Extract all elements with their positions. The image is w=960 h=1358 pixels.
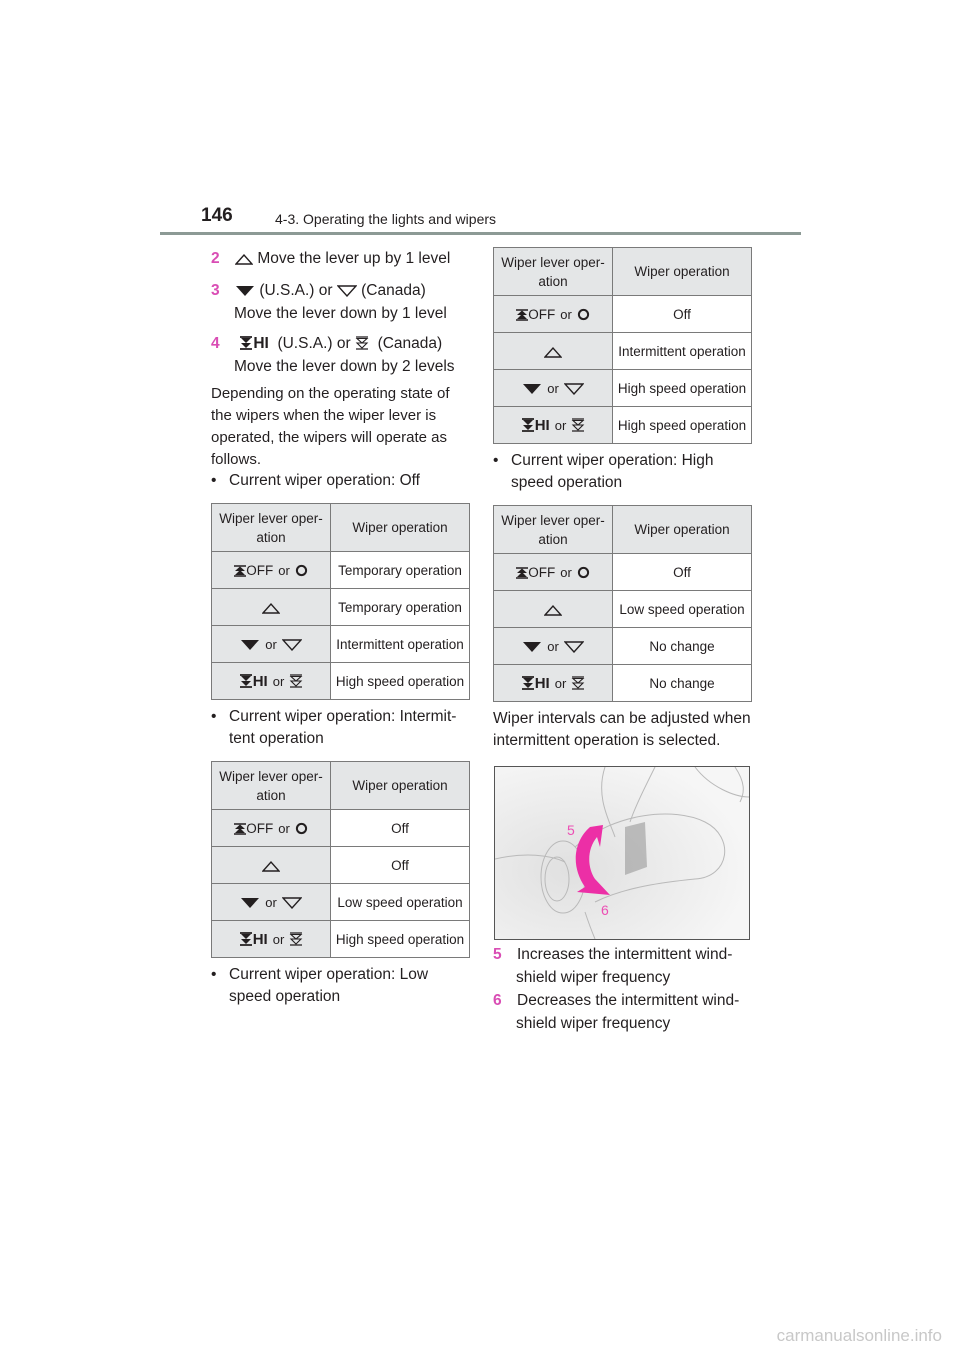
text-line: intermittent operation is selected. xyxy=(493,732,721,749)
table-header-row xyxy=(494,248,752,296)
text-line: Wiper intervals can be adjusted when xyxy=(493,710,751,727)
hi-filled-icon xyxy=(521,676,535,691)
hi-outline-icon xyxy=(571,676,585,691)
step-text: Move the lever down by 2 levels xyxy=(234,358,455,375)
lever-drawing xyxy=(495,767,749,939)
step-number: 2 xyxy=(211,250,220,267)
circle-o-icon xyxy=(295,821,308,836)
table-row xyxy=(212,552,470,589)
text-line: the wipers when the wiper lever is xyxy=(211,407,437,424)
lever-operation-cell xyxy=(494,665,613,702)
text-line: operated, the wipers will operate as xyxy=(211,429,447,446)
bullet-high: • Current wiper operation: High speed operation xyxy=(493,452,714,491)
down-filled-icon xyxy=(522,381,542,396)
lever-operation-cell xyxy=(494,370,613,407)
lever-operation-cell xyxy=(494,628,613,665)
wiper-operation-cell: No change xyxy=(613,628,752,665)
lever-label: or xyxy=(560,306,572,322)
lever-label: OFF xyxy=(528,306,556,322)
lever-label: or xyxy=(554,675,567,691)
table-row xyxy=(494,665,752,702)
lever-operation-cell xyxy=(212,884,331,921)
bullet-text: Current wiper operation: Intermit- xyxy=(229,708,457,725)
lever-operation-cell xyxy=(212,663,331,700)
lever-label: HI xyxy=(534,416,550,434)
up-outline-icon xyxy=(262,858,280,873)
table-current-high xyxy=(493,505,752,702)
hi-outline-icon xyxy=(289,932,303,947)
header-lever-operation: Wiper lever oper- ation xyxy=(494,506,613,554)
lever-operation-cell xyxy=(212,810,331,847)
table-row xyxy=(494,407,752,444)
lever-operation-cell xyxy=(494,333,613,370)
wiper-operation-cell: Intermittent operation xyxy=(613,333,752,370)
step-3 xyxy=(211,279,447,325)
mist-off-icon xyxy=(516,565,528,580)
table-current-off xyxy=(211,503,470,700)
wiper-operation-cell: Off xyxy=(613,554,752,591)
up-outline-icon xyxy=(544,344,562,359)
lever-operation-cell xyxy=(212,626,331,663)
mist-off-icon xyxy=(234,563,246,578)
wiper-operation-cell: Intermittent operation xyxy=(331,626,470,663)
table-row xyxy=(212,589,470,626)
table-row xyxy=(212,626,470,663)
down-outline-icon xyxy=(564,381,584,396)
bullet-text: speed operation xyxy=(511,474,623,491)
lever-label: or xyxy=(547,380,559,396)
page-number: 146 xyxy=(201,205,233,226)
table-header-row xyxy=(212,762,470,810)
legend-number: 5 xyxy=(493,946,502,963)
step-text: (Canada) xyxy=(361,282,426,299)
lever-label: OFF xyxy=(246,820,274,836)
mist-off-icon xyxy=(234,821,246,836)
lever-label: OFF xyxy=(246,562,274,578)
lever-operation-cell xyxy=(494,554,613,591)
circle-o-icon xyxy=(577,307,590,322)
wiper-operation-cell: High speed operation xyxy=(613,370,752,407)
lever-operation-cell xyxy=(212,552,331,589)
figure-label-5: 5 xyxy=(567,822,575,838)
hi-filled-icon xyxy=(239,335,253,352)
down-outline-icon xyxy=(282,895,302,910)
text-line: Depending on the operating state of xyxy=(211,385,450,402)
figure-label-6: 6 xyxy=(601,902,609,918)
header-lever-operation: Wiper lever oper- ation xyxy=(212,504,331,552)
interval-note xyxy=(493,708,751,752)
bullet-low: • Current wiper operation: Low speed operation xyxy=(211,966,429,1005)
table-row xyxy=(494,333,752,370)
wiper-operation-cell: High speed operation xyxy=(331,921,470,958)
legend-text: shield wiper frequency xyxy=(516,1015,671,1032)
down-outline-icon xyxy=(282,637,302,652)
bullet-text: Current wiper operation: Off xyxy=(229,472,420,489)
step-text: (U.S.A.) or xyxy=(259,282,333,299)
mist-off-icon xyxy=(516,307,528,322)
wiper-operation-cell: High speed operation xyxy=(331,663,470,700)
bullet-text: tent operation xyxy=(229,730,324,747)
table-row xyxy=(212,847,470,884)
wiper-operation-cell: No change xyxy=(613,665,752,702)
circle-o-icon xyxy=(295,563,308,578)
table-header-row xyxy=(494,506,752,554)
bullet-text: Current wiper operation: Low xyxy=(229,966,429,983)
wiper-operation-cell: Temporary operation xyxy=(331,552,470,589)
wiper-operation-cell: Off xyxy=(613,296,752,333)
header-rule xyxy=(160,232,801,235)
bullet-text: Current wiper operation: High xyxy=(511,452,714,469)
down-filled-icon xyxy=(240,895,260,910)
wiper-operation-cell: Low speed operation xyxy=(613,591,752,628)
legend-number: 6 xyxy=(493,992,502,1009)
text-line: follows. xyxy=(211,451,262,468)
header-wiper-operation: Wiper operation xyxy=(613,248,752,296)
wiper-operation-cell: Off xyxy=(331,810,470,847)
lever-label: or xyxy=(547,638,559,654)
down-filled-icon xyxy=(522,639,542,654)
lever-operation-cell xyxy=(212,847,331,884)
table-header-row xyxy=(212,504,470,552)
table-row xyxy=(494,554,752,591)
table-row xyxy=(494,628,752,665)
lever-operation-cell xyxy=(212,589,331,626)
step-4 xyxy=(211,332,455,378)
down-outline-icon xyxy=(564,639,584,654)
step-text: Move the lever up by 1 level xyxy=(257,250,451,267)
hi-outline-icon xyxy=(289,674,303,689)
wiper-operation-cell: Low speed operation xyxy=(331,884,470,921)
header-wiper-operation: Wiper operation xyxy=(613,506,752,554)
bullet-text: speed operation xyxy=(229,988,341,1005)
hi-outline-icon xyxy=(571,418,585,433)
hi-label: HI xyxy=(253,335,269,352)
table-row xyxy=(212,810,470,847)
lever-label: or xyxy=(278,820,290,836)
lever-operation-cell xyxy=(494,407,613,444)
legend-6 xyxy=(493,989,739,1035)
step-text: (Canada) xyxy=(377,335,443,352)
header-lever-operation: Wiper lever oper- ation xyxy=(494,248,613,296)
table-row xyxy=(212,884,470,921)
circle-o-icon xyxy=(577,565,590,580)
lever-operation-cell xyxy=(494,591,613,628)
lever-label: HI xyxy=(534,674,550,692)
lever-label: or xyxy=(265,894,277,910)
table-row xyxy=(212,663,470,700)
up-outline-icon xyxy=(235,250,253,267)
wiper-lever-illustration xyxy=(494,766,750,940)
section-title: 4-3. Operating the lights and wipers xyxy=(275,211,497,227)
table-current-intermittent xyxy=(211,761,470,958)
up-outline-icon xyxy=(262,600,280,615)
legend-5 xyxy=(493,943,732,989)
header-wiper-operation: Wiper operation xyxy=(331,762,470,810)
header-wiper-operation: Wiper operation xyxy=(331,504,470,552)
lever-label: HI xyxy=(252,672,268,690)
lever-operation-cell xyxy=(212,921,331,958)
bullet-intermittent: • Current wiper operation: Intermit- tent operation xyxy=(211,708,457,747)
watermark: carmanualsonline.info xyxy=(776,1326,942,1345)
legend-text: Increases the intermittent wind- xyxy=(517,946,733,963)
hi-filled-icon xyxy=(239,932,253,947)
down-filled-icon xyxy=(235,282,255,299)
down-filled-icon xyxy=(240,637,260,652)
lever-label: or xyxy=(272,673,285,689)
step-2 xyxy=(211,247,450,270)
lever-operation-cell xyxy=(494,296,613,333)
legend-text: Decreases the intermittent wind- xyxy=(517,992,740,1009)
table-row xyxy=(494,296,752,333)
bullet-off: • Current wiper operation: Off xyxy=(211,472,420,489)
step-number: 4 xyxy=(211,335,220,352)
table-row xyxy=(494,591,752,628)
lever-label: or xyxy=(554,417,567,433)
table-current-low xyxy=(493,247,752,444)
lever-label: or xyxy=(272,931,285,947)
wiper-operation-cell: High speed operation xyxy=(613,407,752,444)
wiper-operation-cell: Off xyxy=(331,847,470,884)
lever-label: HI xyxy=(252,930,268,948)
step-text: Move the lever down by 1 level xyxy=(234,305,447,322)
intro-paragraph xyxy=(211,383,450,471)
legend-text: shield wiper frequency xyxy=(516,969,671,986)
lever-label: or xyxy=(265,636,277,652)
down-outline-icon xyxy=(337,282,357,299)
header-lever-operation: Wiper lever oper- ation xyxy=(212,762,331,810)
table-row xyxy=(212,921,470,958)
hi-outline-icon xyxy=(355,335,369,352)
lever-label: or xyxy=(560,564,572,580)
step-text: (U.S.A.) or xyxy=(277,335,351,352)
lever-label: or xyxy=(278,562,290,578)
lever-label: OFF xyxy=(528,564,556,580)
step-number: 3 xyxy=(211,282,220,299)
table-row xyxy=(494,370,752,407)
hi-filled-icon xyxy=(521,418,535,433)
wiper-operation-cell: Temporary operation xyxy=(331,589,470,626)
hi-filled-icon xyxy=(239,674,253,689)
up-outline-icon xyxy=(544,602,562,617)
